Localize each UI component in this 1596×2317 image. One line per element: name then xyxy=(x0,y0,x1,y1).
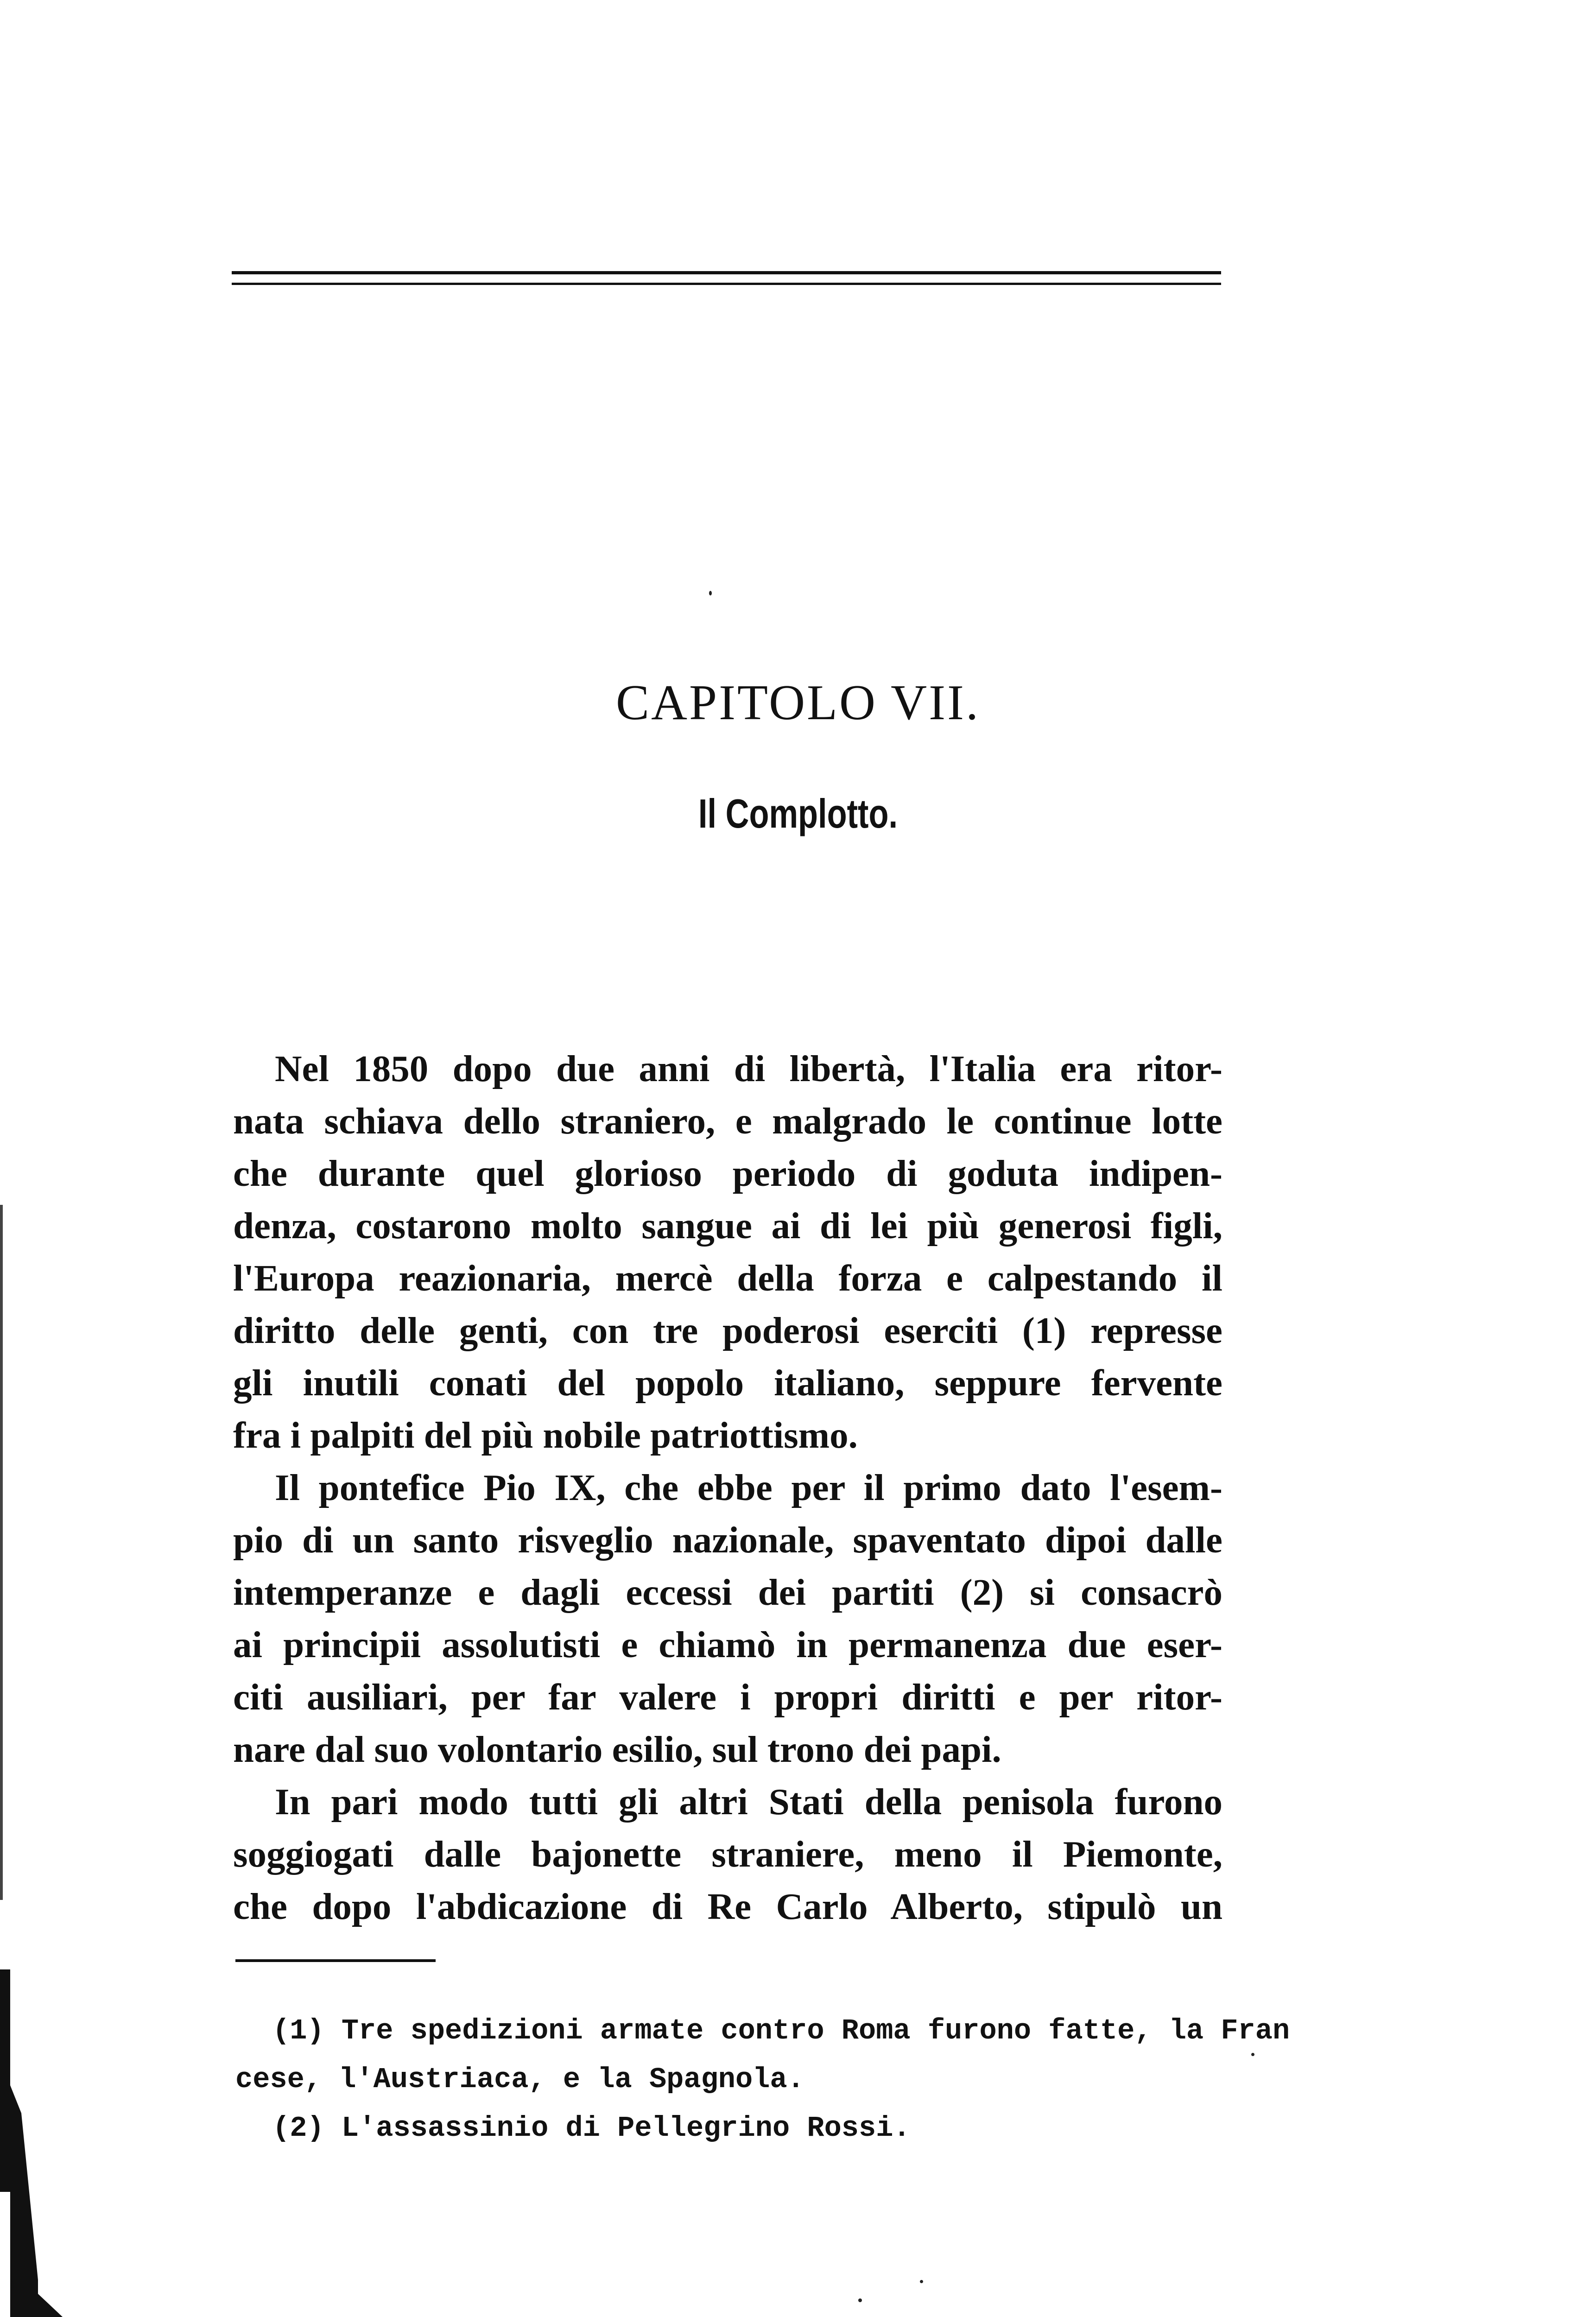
footnotes xyxy=(235,2007,1290,2152)
text-line: nata schiava dello straniero, e malgrado le continue lotte xyxy=(233,1100,1222,1142)
footnote-line: (2) L'assassinio di Pellegrino Rossi. xyxy=(272,2112,911,2145)
scan-edge-shadow xyxy=(10,2085,38,2317)
chapter-heading: CAPITOLO VII. xyxy=(615,675,980,730)
text-line: diritto delle genti, con tre poderosi eserciti (1) represse xyxy=(233,1310,1222,1351)
scan-speck xyxy=(858,2298,862,2302)
text-line: ai principii assolutisti e chiamò in permanenza due eser- xyxy=(233,1624,1222,1665)
scan-edge-line xyxy=(0,1205,3,1900)
scan-speck xyxy=(1251,2053,1254,2056)
text-line: In pari modo tutti gli altri Stati della penisola furono xyxy=(275,1781,1222,1823)
scan-edge-shadow xyxy=(0,1969,10,2192)
header-double-rule-bottom xyxy=(232,283,1221,285)
text-line: denza, costarono molto sangue ai di lei più generosi figli, xyxy=(233,1205,1222,1247)
footnote-separator-rule xyxy=(235,1959,436,1962)
text-line: l'Europa reazionaria, mercè della forza e calpestando il xyxy=(233,1257,1222,1299)
text-line: che dopo l'abdicazione di Re Carlo Alberto, stipulò un xyxy=(233,1886,1222,1927)
text-line: nare dal suo volontario esilio, sul trono dei papi. xyxy=(233,1728,1001,1770)
text-line: che durante quel glorioso periodo di goduta indipen- xyxy=(233,1152,1222,1194)
footnote-line: (1) Tre spedizioni armate contro Roma furono fatte, la Fran xyxy=(272,2014,1290,2047)
scan-speck xyxy=(920,2280,923,2283)
text-line: Il pontefice Pio IX, che ebbe per il primo dato l'esem- xyxy=(275,1467,1222,1508)
footnote-line: cese, l'Austriaca, e la Spagnola. xyxy=(235,2063,804,2096)
body-text xyxy=(233,1043,1222,1933)
text-line: pio di un santo risveglio nazionale, spaventato dipoi dalle xyxy=(233,1519,1222,1561)
text-line: fra i palpiti del più nobile patriottismo. xyxy=(233,1414,858,1456)
text-line: Nel 1850 dopo due anni di libertà, l'Italia era ritor- xyxy=(275,1048,1222,1089)
text-line: intemperanze e dagli eccessi dei partiti (2) si consacrò xyxy=(233,1571,1222,1613)
text-line: gli inutili conati del popolo italiano, seppure fervente xyxy=(233,1362,1222,1404)
text-line: citi ausiliari, per far valere i propri diritti e per ritor- xyxy=(233,1676,1222,1718)
scan-edge-shadow xyxy=(38,2294,117,2317)
text-line: soggiogati dalle bajonette straniere, meno il Piemonte, xyxy=(233,1833,1222,1875)
chapter-subtitle: Il Complotto. xyxy=(698,791,898,836)
scan-speck xyxy=(709,591,712,595)
header-double-rule-top xyxy=(232,271,1221,274)
